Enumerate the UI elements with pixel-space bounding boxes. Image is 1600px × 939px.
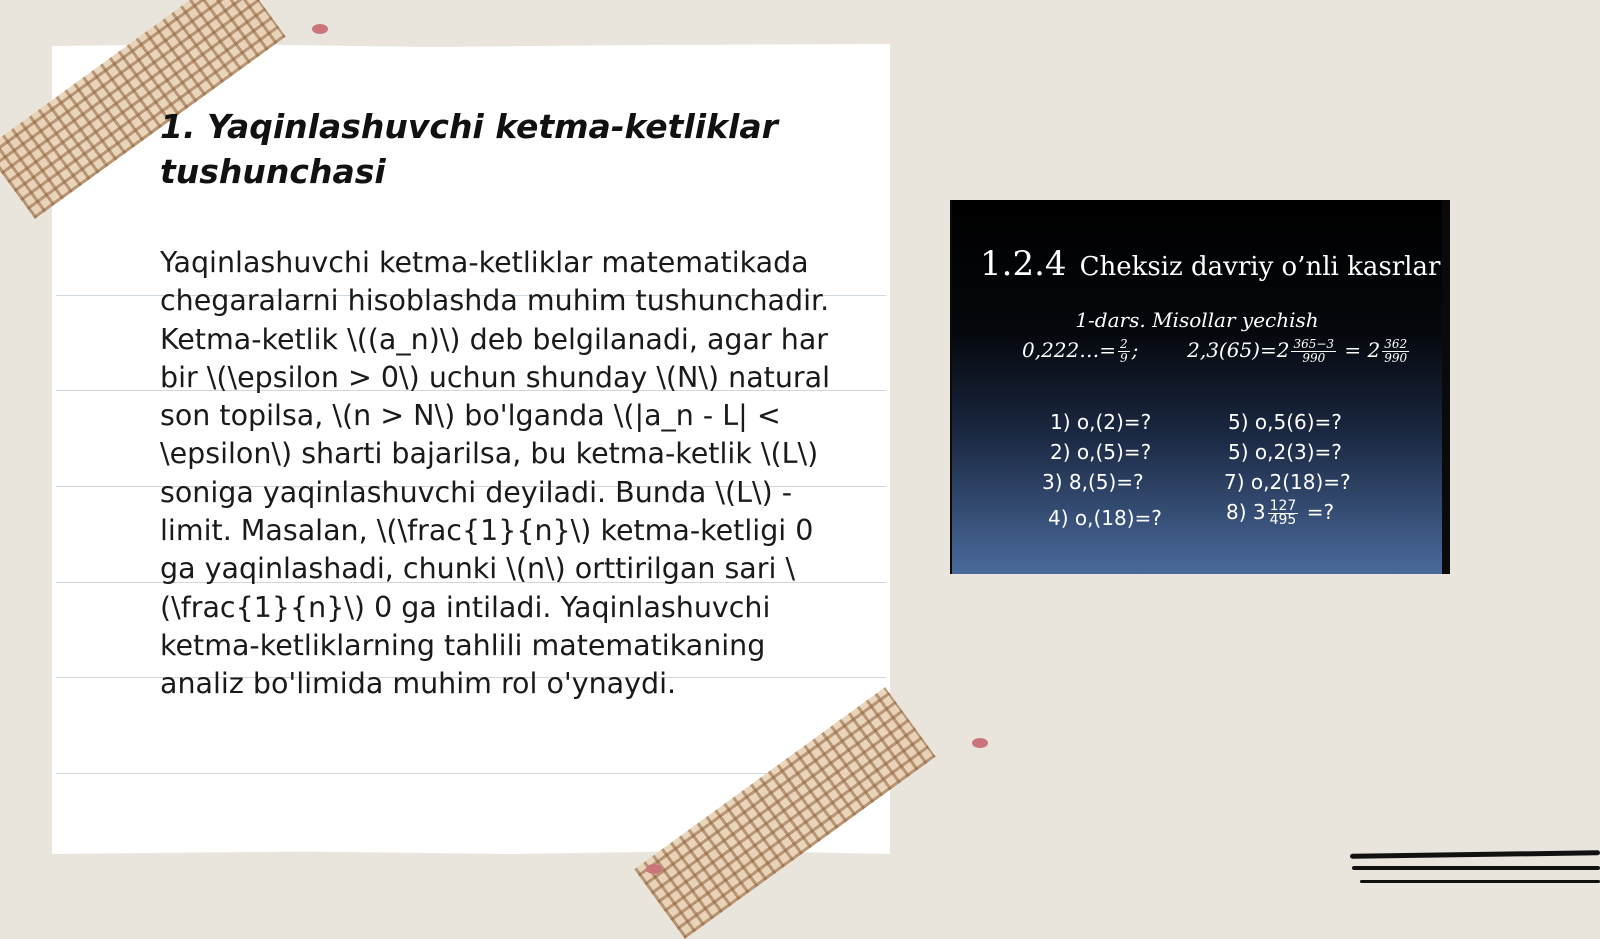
example1-denominator: 9 [1120, 351, 1128, 365]
chalkboard-image [950, 200, 1450, 574]
board-worked-examples [1022, 338, 1411, 365]
exercise-item: 5) o,5(6)=? [1228, 410, 1342, 434]
decorative-brush-stroke [1360, 880, 1600, 883]
exercise-item: 4) o,(18)=? [1048, 506, 1162, 530]
example1-left: 0,222…= [1022, 338, 1117, 362]
example2-denominator: 990 [1302, 351, 1326, 365]
exercise-item: 7) o,2(18)=? [1224, 470, 1351, 494]
tape-pin-top [312, 24, 328, 34]
exercise8-fraction [1268, 500, 1299, 527]
example2-numerator: 365−3 [1293, 337, 1335, 351]
paper-rule-line [56, 773, 886, 774]
example2-mid: = 2 [1338, 338, 1381, 362]
exercise8-denominator: 495 [1269, 512, 1297, 528]
board-section-number: 1.2.4 [980, 244, 1067, 284]
example2-left: 2,3(65)=2 [1187, 338, 1290, 362]
example2-fraction [1291, 338, 1336, 365]
exercise-item: 1) o,(2)=? [1050, 410, 1152, 434]
tape-pin-bottom-right [972, 738, 988, 748]
slide-title: 1. Yaqinlashuvchi ketma-ketliklar tushunchasi [160, 107, 778, 191]
example1-fraction [1118, 338, 1130, 365]
tape-pin-bottom-left [646, 864, 662, 874]
board-title: Cheksiz davriy o’nli kasrlar [1079, 252, 1441, 282]
slide-body-text: Yaqinlashuvchi ketma-ketliklar matematikada chegaralarni hisoblashda muhim tushunchadir. Ketma-ketlik \((a_n)\) deb belgilanadi, agar har bir \(\epsilon > 0\) uchun shunday \(N\) natural son topilsa, \(n > N\) bo'lganda \(|a_n - L| < \epsilon\) sharti bajarilsa, bu ketma-ketlik \(L\) soniga yaqinlashuvchi deyiladi. Bunda \(L\) - limit. Masalan, \(\frac{1}{n}\) ketma-ketligi 0 ga yaqinlashadi, chunki \(n\) orttirilgan sari \(\frac{1}{n}\) 0 ga intiladi. Yaqinlashuvchi ketma-ketliklarning tahlili matematikaning analiz bo'limida muhim rol o'ynaydi. [160, 246, 831, 701]
exercise-item: 3) 8,(5)=? [1042, 470, 1144, 494]
example1-tail: ; [1131, 338, 1139, 362]
board-heading [980, 244, 1440, 284]
example1-numerator: 2 [1120, 337, 1128, 351]
exercise-item: 5) o,2(3)=? [1228, 440, 1342, 464]
exercise8-numerator: 127 [1269, 498, 1297, 514]
example2-fraction-2 [1382, 338, 1409, 365]
example2-numerator-2: 362 [1384, 337, 1408, 351]
exercise8-suffix: =? [1300, 500, 1335, 524]
decorative-brush-stroke [1352, 866, 1600, 870]
board-subtitle: 1-dars. Misollar yechish [1075, 308, 1319, 332]
exercise-item: 2) o,(5)=? [1050, 440, 1152, 464]
exercise-item-8 [1226, 500, 1334, 527]
decorative-brush-stroke [1350, 850, 1600, 858]
example2-denominator-2: 990 [1384, 351, 1408, 365]
exercise8-prefix: 8) 3 [1226, 500, 1266, 524]
